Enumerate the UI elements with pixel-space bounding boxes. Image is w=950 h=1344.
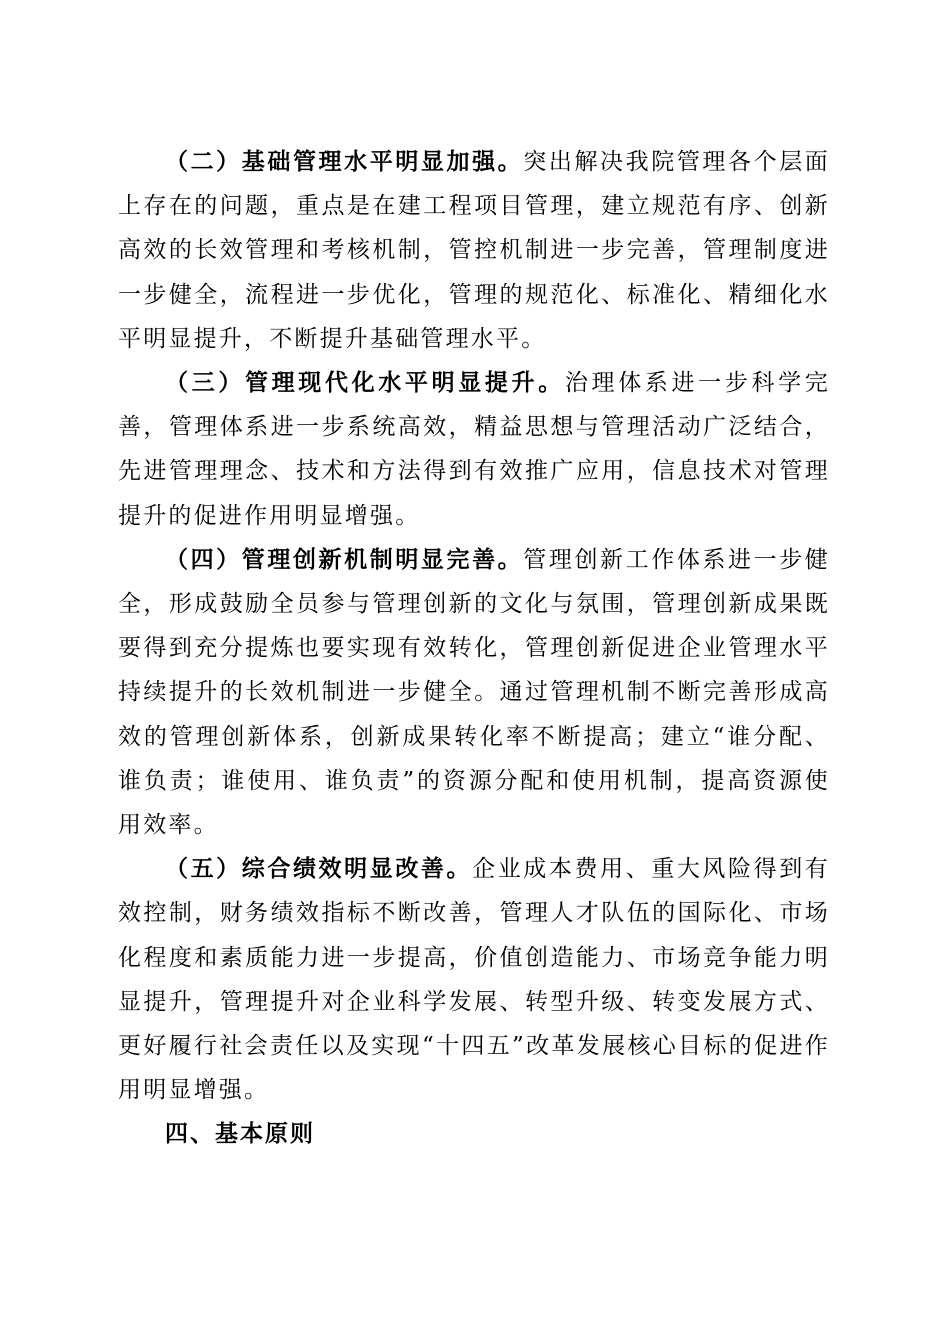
paragraph-lead: （二）基础管理水平明显加强。: [165, 148, 524, 175]
paragraph-text: 治理体系进一步科学完善，管理体系进一步系统高效，精益思想与管理活动广泛结合，先进管理理念、技术和方法得到有效推广应用，信息技术对管理提升的促进作用明显增强。: [118, 370, 831, 529]
paragraph-modernization: [118, 361, 830, 538]
paragraph-performance: [118, 847, 830, 1112]
paragraph-lead: （四）管理创新机制明显完善。: [165, 545, 524, 573]
paragraph-basic-management: [118, 140, 830, 361]
section-heading: 四、基本原则: [165, 1121, 315, 1148]
paragraph-text: 管理创新工作体系进一步健全，形成鼓励全员参与管理创新的文化与氛围，管理创新成果既要得到充分提炼也要实现有效转化，管理创新促进企业管理水平持续提升的长效机制进一步健全。通过管理机制不断完善形成高效的管理创新体系，创新成果转化率不断提高；建立“谁分配、谁负责；谁使用、谁负责”的资源分配和使用机制，提高资源使用效率。: [118, 546, 830, 839]
paragraph-innovation-mechanism: [118, 538, 830, 847]
paragraph-text: 突出解决我院管理各个层面上存在的问题，重点是在建工程项目管理，建立规范有序、创新高效的长效管理和考核机制，管控机制进一步完善，管理制度进一步健全，流程进一步优化，管理的规范化、标准化、精细化水平明显提升，不断提升基础管理水平。: [118, 149, 830, 352]
paragraph-text: 企业成本费用、重大风险得到有效控制，财务绩效指标不断改善，管理人才队伍的国际化、市场化程度和素质能力进一步提高，价值创造能力、市场竞争能力明显提升，管理提升对企业科学发展、转型升级、转变发展方式、更好履行社会责任以及实现“十四五”改革发展核心目标的促进作用明显增强。: [118, 856, 830, 1104]
paragraph-lead: （三）管理现代化水平明显提升。: [165, 369, 565, 397]
paragraph-lead: （五）综合绩效明显改善。: [165, 855, 473, 883]
document-body: [118, 140, 830, 1157]
